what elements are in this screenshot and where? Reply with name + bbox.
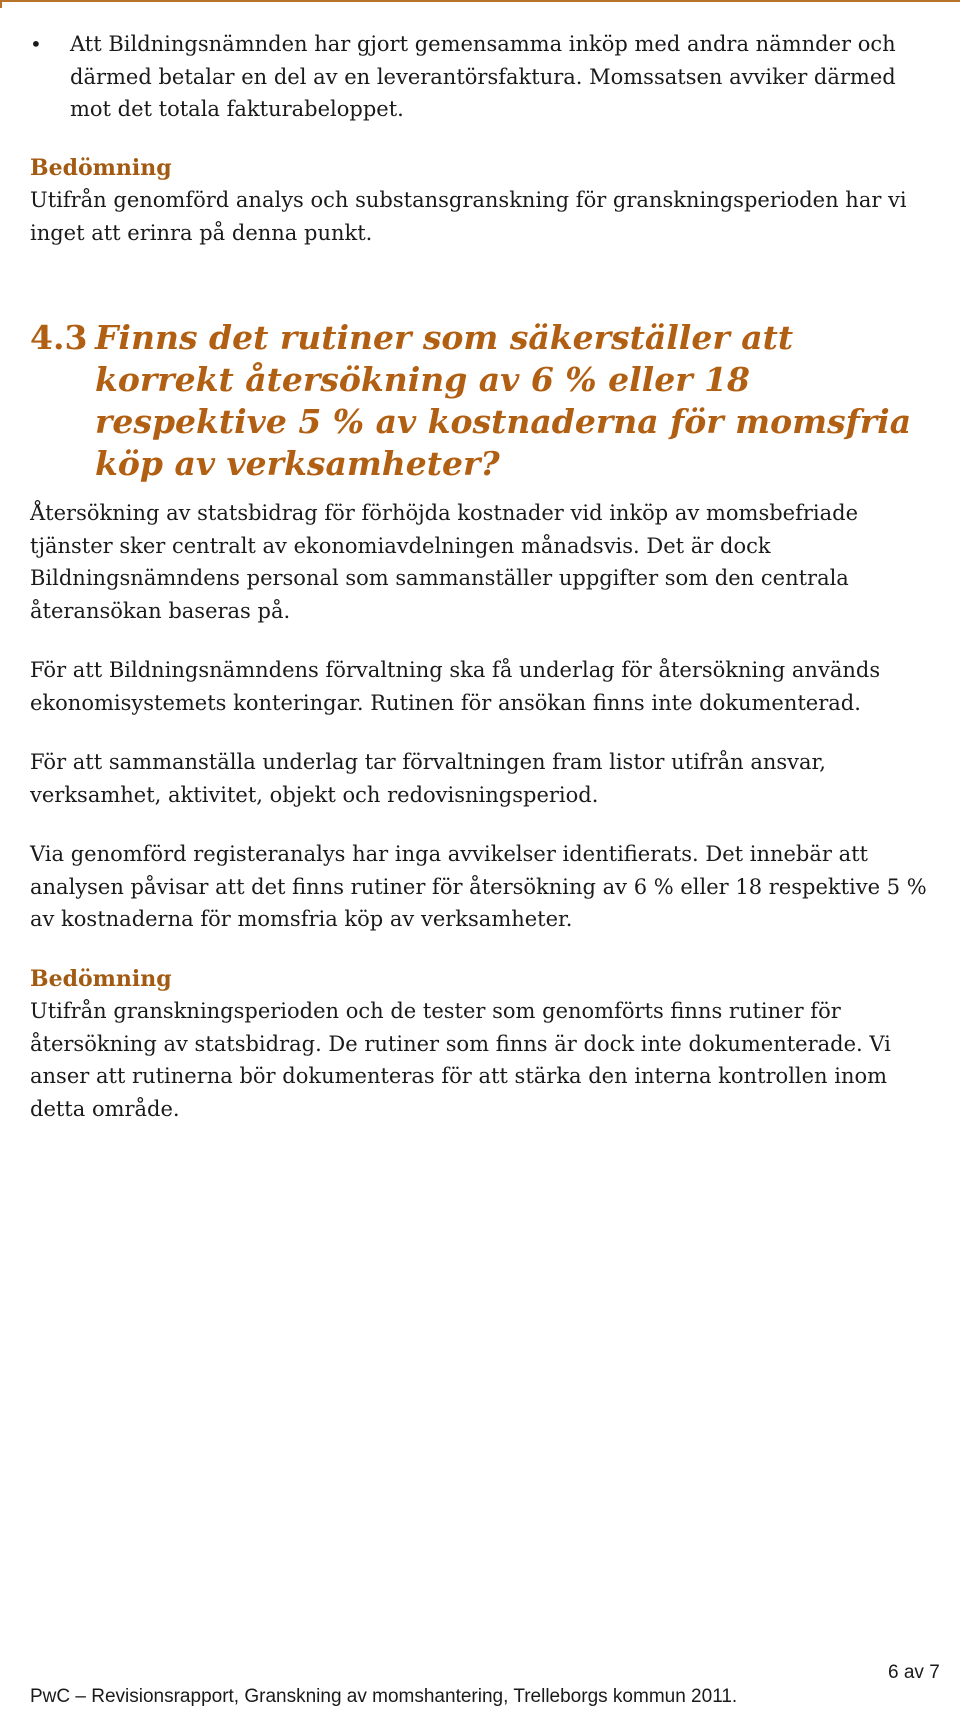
bullet-icon: • (30, 32, 42, 56)
assessment-text: Utifrån genomförd analys och substansgranskning för granskningsperioden har vi inget att erinra på denna punkt. (30, 188, 907, 245)
page-content (30, 28, 940, 1125)
paragraph: För att Bildningsnämndens förvaltning ska få underlag för återsökning används ekonomisystemets konteringar. Rutinen för ansökan finns inte dokumenterad. (30, 658, 881, 715)
footer-text: PwC – Revisionsrapport, Granskning av momshantering, Trelleborgs kommun 2011. (30, 1686, 738, 1707)
paragraph: Via genomförd registeranalys har inga avvikelser identifierats. Det innebär att analysen påvisar att det finns rutiner för återsökning av 6 % eller 18 respektive 5 % av kostnaderna för momsfria köp av verksamheter. (30, 842, 927, 931)
top-border-line (0, 0, 960, 8)
section-title: Finns det rutiner som säkerställer att korrekt återsökning av 6 % eller 18 respektive 5 % av kostnaderna för momsfria köp av verksamheter? (95, 318, 912, 483)
bullet-text: Att Bildningsnämnden har gjort gemensamma inköp med andra nämnder och därmed betalar en del av en leverantörsfaktura. Momssatsen avviker därmed mot det totala fakturabeloppet. (70, 32, 896, 121)
assessment-label: Bedömning (30, 965, 172, 992)
page-number: 6 av 7 (888, 1662, 940, 1683)
assessment-block-1 (30, 152, 940, 250)
assessment-block-2 (30, 963, 940, 1126)
assessment-text: Utifrån granskningsperioden och de tester som genomförts finns rutiner för återsökning av statsbidrag. De rutiner som finns är dock inte dokumenterade. Vi anser att rutinerna bör dokumenteras för att stärka den interna kontrollen inom detta område. (30, 999, 891, 1121)
bullet-list-item (30, 28, 940, 126)
assessment-label: Bedömning (30, 154, 172, 181)
section-heading (30, 317, 940, 485)
paragraph: För att sammanställa underlag tar förvaltningen fram listor utifrån ansvar, verksamhet, aktivitet, objekt och redovisningsperiod. (30, 750, 826, 807)
section-number: 4.3 (30, 318, 88, 357)
paragraph: Återsökning av statsbidrag för förhöjda kostnader vid inköp av momsbefriade tjänster sker centralt av ekonomiavdelningen månadsvis. Det är dock Bildningsnämndens personal som sammanställer uppgifter som den centrala återansökan baseras på. (30, 501, 859, 623)
